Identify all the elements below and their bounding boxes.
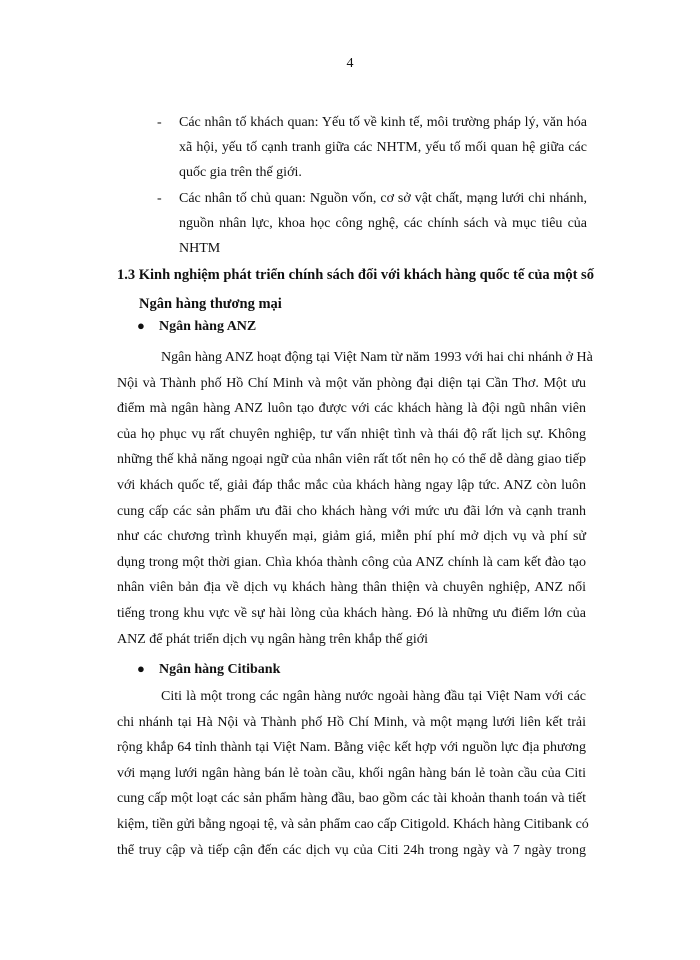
dash-marker: -	[157, 115, 162, 130]
paragraph-line: của họ phục vụ rất chuyên nghiệp, tư vấn nhiệt tình và thái độ rất lịch sự. Không	[117, 426, 586, 442]
paragraph-line: Citi là một trong các ngân hàng nước ngoài hàng đầu tại Việt Nam với các	[161, 689, 586, 704]
section-heading-line: 1.3 Kinh nghiệm phát triển chính sách đối với khách hàng quốc tế của một số	[117, 267, 594, 283]
paragraph-line: chi nhánh tại Hà Nội và Thành phố Hồ Chí Minh, và một mạng lưới liên kết trải	[117, 714, 586, 730]
paragraph-line: cung cấp một loạt các sản phẩm hàng đầu, bao gồm các tài khoản thanh toán và tiết	[117, 791, 586, 807]
paragraph-line: điểm mà ngân hàng ANZ luôn tạo được với các khách hàng là đội ngũ nhân viên	[117, 401, 586, 417]
bank-heading-anz	[137, 318, 256, 335]
bank-heading-text: Ngân hàng Citibank	[159, 662, 281, 677]
factor-text: Các nhân tố chủ quan: Nguồn vốn, cơ sở vật chất, mạng lưới chi nhánh, nguồn nhân lực, khoa học công nghệ, các chính sách và mục tiêu của NHTM	[179, 191, 587, 256]
page-number: 4	[346, 56, 354, 71]
citibank-paragraph	[117, 684, 589, 863]
factor-text: Các nhân tố khách quan: Yếu tố về kinh tế, môi trường pháp lý, văn hóa xã hội, yếu tố cạnh tranh giữa các NHTM, yếu tố mối quan hệ giữa các quốc gia trên thế giới.	[179, 115, 587, 180]
paragraph-line: như các chương trình khuyến mại, giảm giá, miễn phí phí mở dịch vụ và phí sử	[117, 529, 586, 545]
dash-marker: -	[157, 191, 162, 206]
bullet-icon: ●	[137, 318, 145, 333]
paragraph-line: nhân viên bản địa về dịch vụ khách hàng thân thiện và chuyên nghiệp, ANZ nổi	[117, 580, 586, 596]
paragraph-line: Nội và Thành phố Hồ Chí Minh và một văn phòng đại diện tại Cần Thơ. Một ưu	[117, 375, 586, 391]
paragraph-line: rộng khắp 64 tỉnh thành tại Việt Nam. Bằng việc kết hợp với nguồn lực địa phương	[117, 740, 586, 756]
paragraph-line: dụng trong một thời gian. Chìa khóa thành công của ANZ chính là cam kết đào tạo	[117, 554, 586, 570]
section-heading	[117, 261, 597, 319]
paragraph-line: ANZ để phát triển dịch vụ ngân hàng trên khắp thế giới	[117, 631, 429, 647]
factor-item-objective	[157, 110, 587, 185]
factor-item-subjective	[157, 186, 587, 261]
bank-heading-citibank	[137, 661, 280, 678]
paragraph-line: cung cấp các sản phẩm ưu đãi cho khách hàng với mức ưu đãi lớn và cạnh tranh	[117, 503, 586, 519]
paragraph-line: tiếng trong khu vực về sự hài lòng của khách hàng. Đó là những ưu điểm lớn của	[117, 605, 586, 621]
paragraph-line: thể truy cập và tiếp cận đến các dịch vụ của Citi 24h trong ngày và 7 ngày trong	[117, 842, 586, 858]
bullet-icon: ●	[137, 661, 145, 676]
paragraph-line: kiệm, tiền gửi bằng ngoại tệ, và sản phẩm cao cấp Citigold. Khách hàng Citibank có	[117, 816, 589, 832]
paragraph-line: với khách quốc tế, giải đáp thắc mắc của khách hàng ngay lập tức. ANZ còn luôn	[117, 477, 586, 493]
paragraph-line: với mạng lưới ngân hàng bán lẻ toàn cầu, khối ngân hàng bán lẻ toàn cầu của Citi	[117, 765, 586, 781]
section-heading-line: Ngân hàng thương mại	[139, 296, 282, 312]
paragraph-line: những thế khả năng ngoại ngữ của nhân viên rất tốt nên họ có thể dễ dàng giao tiếp	[117, 452, 586, 468]
paragraph-line: Ngân hàng ANZ hoạt động tại Việt Nam từ năm 1993 với hai chi nhánh ở Hà	[161, 350, 593, 365]
bank-heading-text: Ngân hàng ANZ	[159, 319, 257, 334]
anz-paragraph	[117, 345, 593, 652]
